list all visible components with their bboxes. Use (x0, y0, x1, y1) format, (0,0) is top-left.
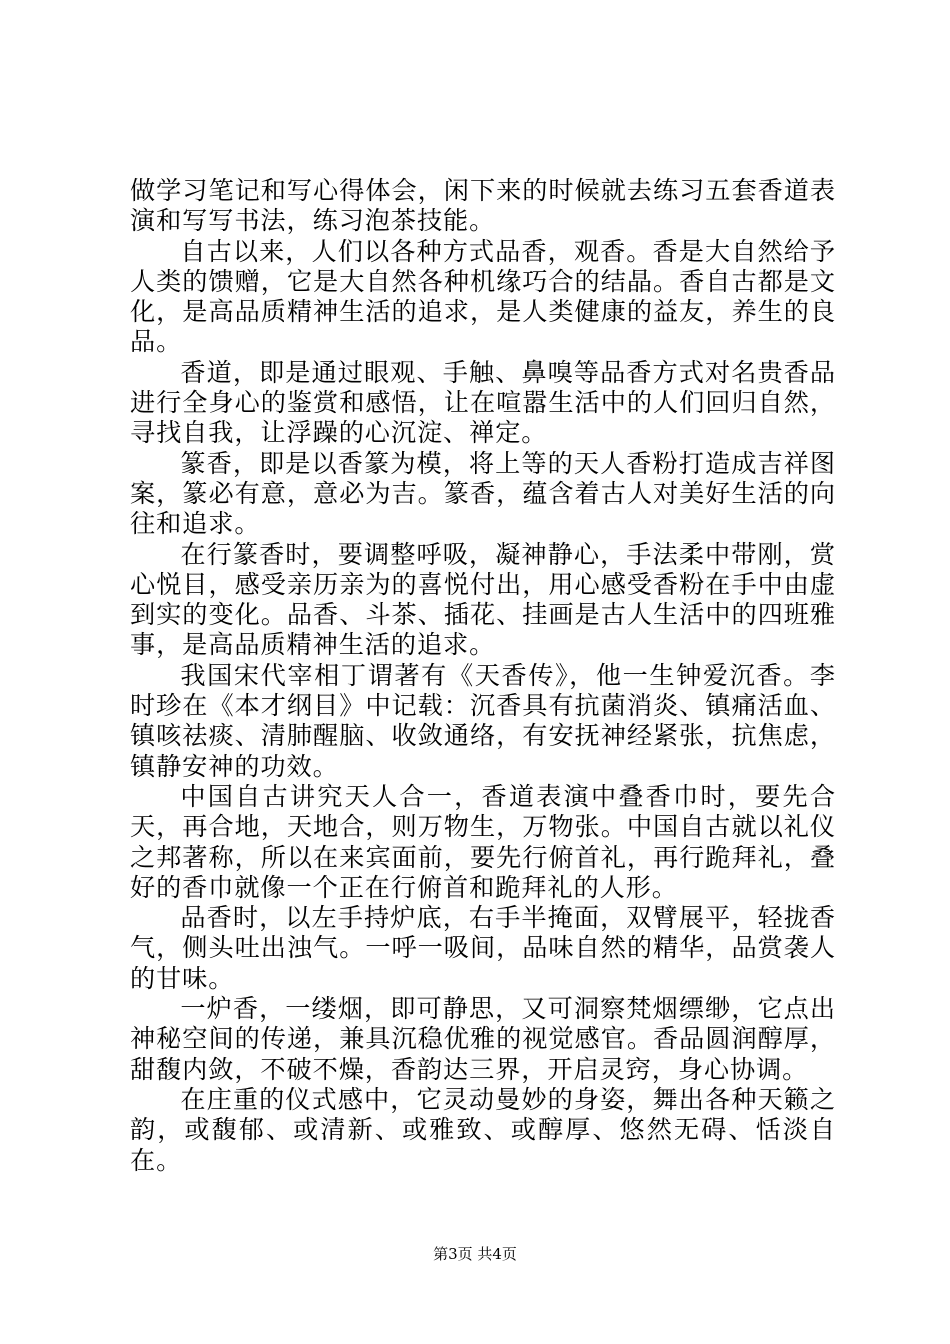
paragraph-1: 做学习笔记和写心得体会，闲下来的时候就去练习五套香道表演和写写书法，练习泡茶技能。 (130, 176, 836, 236)
paragraph-8: 品香时，以左手持炉底，右手半掩面，双臂展平，轻拢香气，侧头吐出浊气。一呼一吸间，品味自然的精华，品赏袭人的甘味。 (130, 903, 836, 993)
paragraph-2: 自古以来，人们以各种方式品香，观香。香是大自然给予人类的馈赠，它是大自然各种机缘巧合的结晶。香自古都是文化，是高品质精神生活的追求，是人类健康的益友，养生的良品。 (130, 236, 836, 357)
paragraph-6: 我国宋代宰相丁谓著有《天香传》，他一生钟爱沉香。李时珍在《本才纲目》中记载：沉香具有抗菌消炎、镇痛活血、镇咳祛痰、清肺醒脑、收敛通络，有安抚神经紧张，抗焦虑，镇静安神的功效。 (130, 660, 836, 781)
body-text (130, 176, 836, 1176)
paragraph-4: 篆香，即是以香篆为模，将上等的天人香粉打造成吉祥图案，篆必有意，意必为吉。篆香，蕴含着古人对美好生活的向往和追求。 (130, 448, 836, 539)
page-number: 第3页 共4页 (433, 1245, 517, 1263)
paragraph-9: 一炉香，一缕烟，即可静思，又可洞察梵烟缥缈，它点出神秘空间的传递，兼具沉稳优雅的视觉感官。香品圆润醇厚，甜馥内敛，不破不燥，香韵达三界，开启灵窍，身心协调。 (130, 994, 836, 1084)
paragraph-7: 中国自古讲究天人合一，香道表演中叠香巾时，要先合天，再合地，天地合，则万物生，万物张。中国自古就以礼仪之邦著称，所以在来宾面前，要先行俯首礼，再行跪拜礼，叠好的香巾就像一个正在行俯首和跪拜礼的人形。 (130, 781, 836, 902)
paragraph-3: 香道，即是通过眼观、手触、鼻嗅等品香方式对名贵香品进行全身心的鉴赏和感悟，让在喧嚣生活中的人们回归自然，寻找自我，让浮躁的心沉淀、禅定。 (130, 357, 836, 448)
page-footer (0, 1244, 950, 1264)
paragraph-5: 在行篆香时，要调整呼吸，凝神静心，手法柔中带刚，赏心悦目，感受亲历亲为的喜悦付出，用心感受香粉在手中由虚到实的变化。品香、斗茶、插花、挂画是古人生活中的四班雅事，是高品质精神生活的追求。 (130, 539, 836, 660)
paragraph-10: 在庄重的仪式感中，它灵动曼妙的身姿，舞出各种天籁之韵，或馥郁、或清新、或雅致、或醇厚、悠然无碍、恬淡自在。 (130, 1084, 836, 1175)
